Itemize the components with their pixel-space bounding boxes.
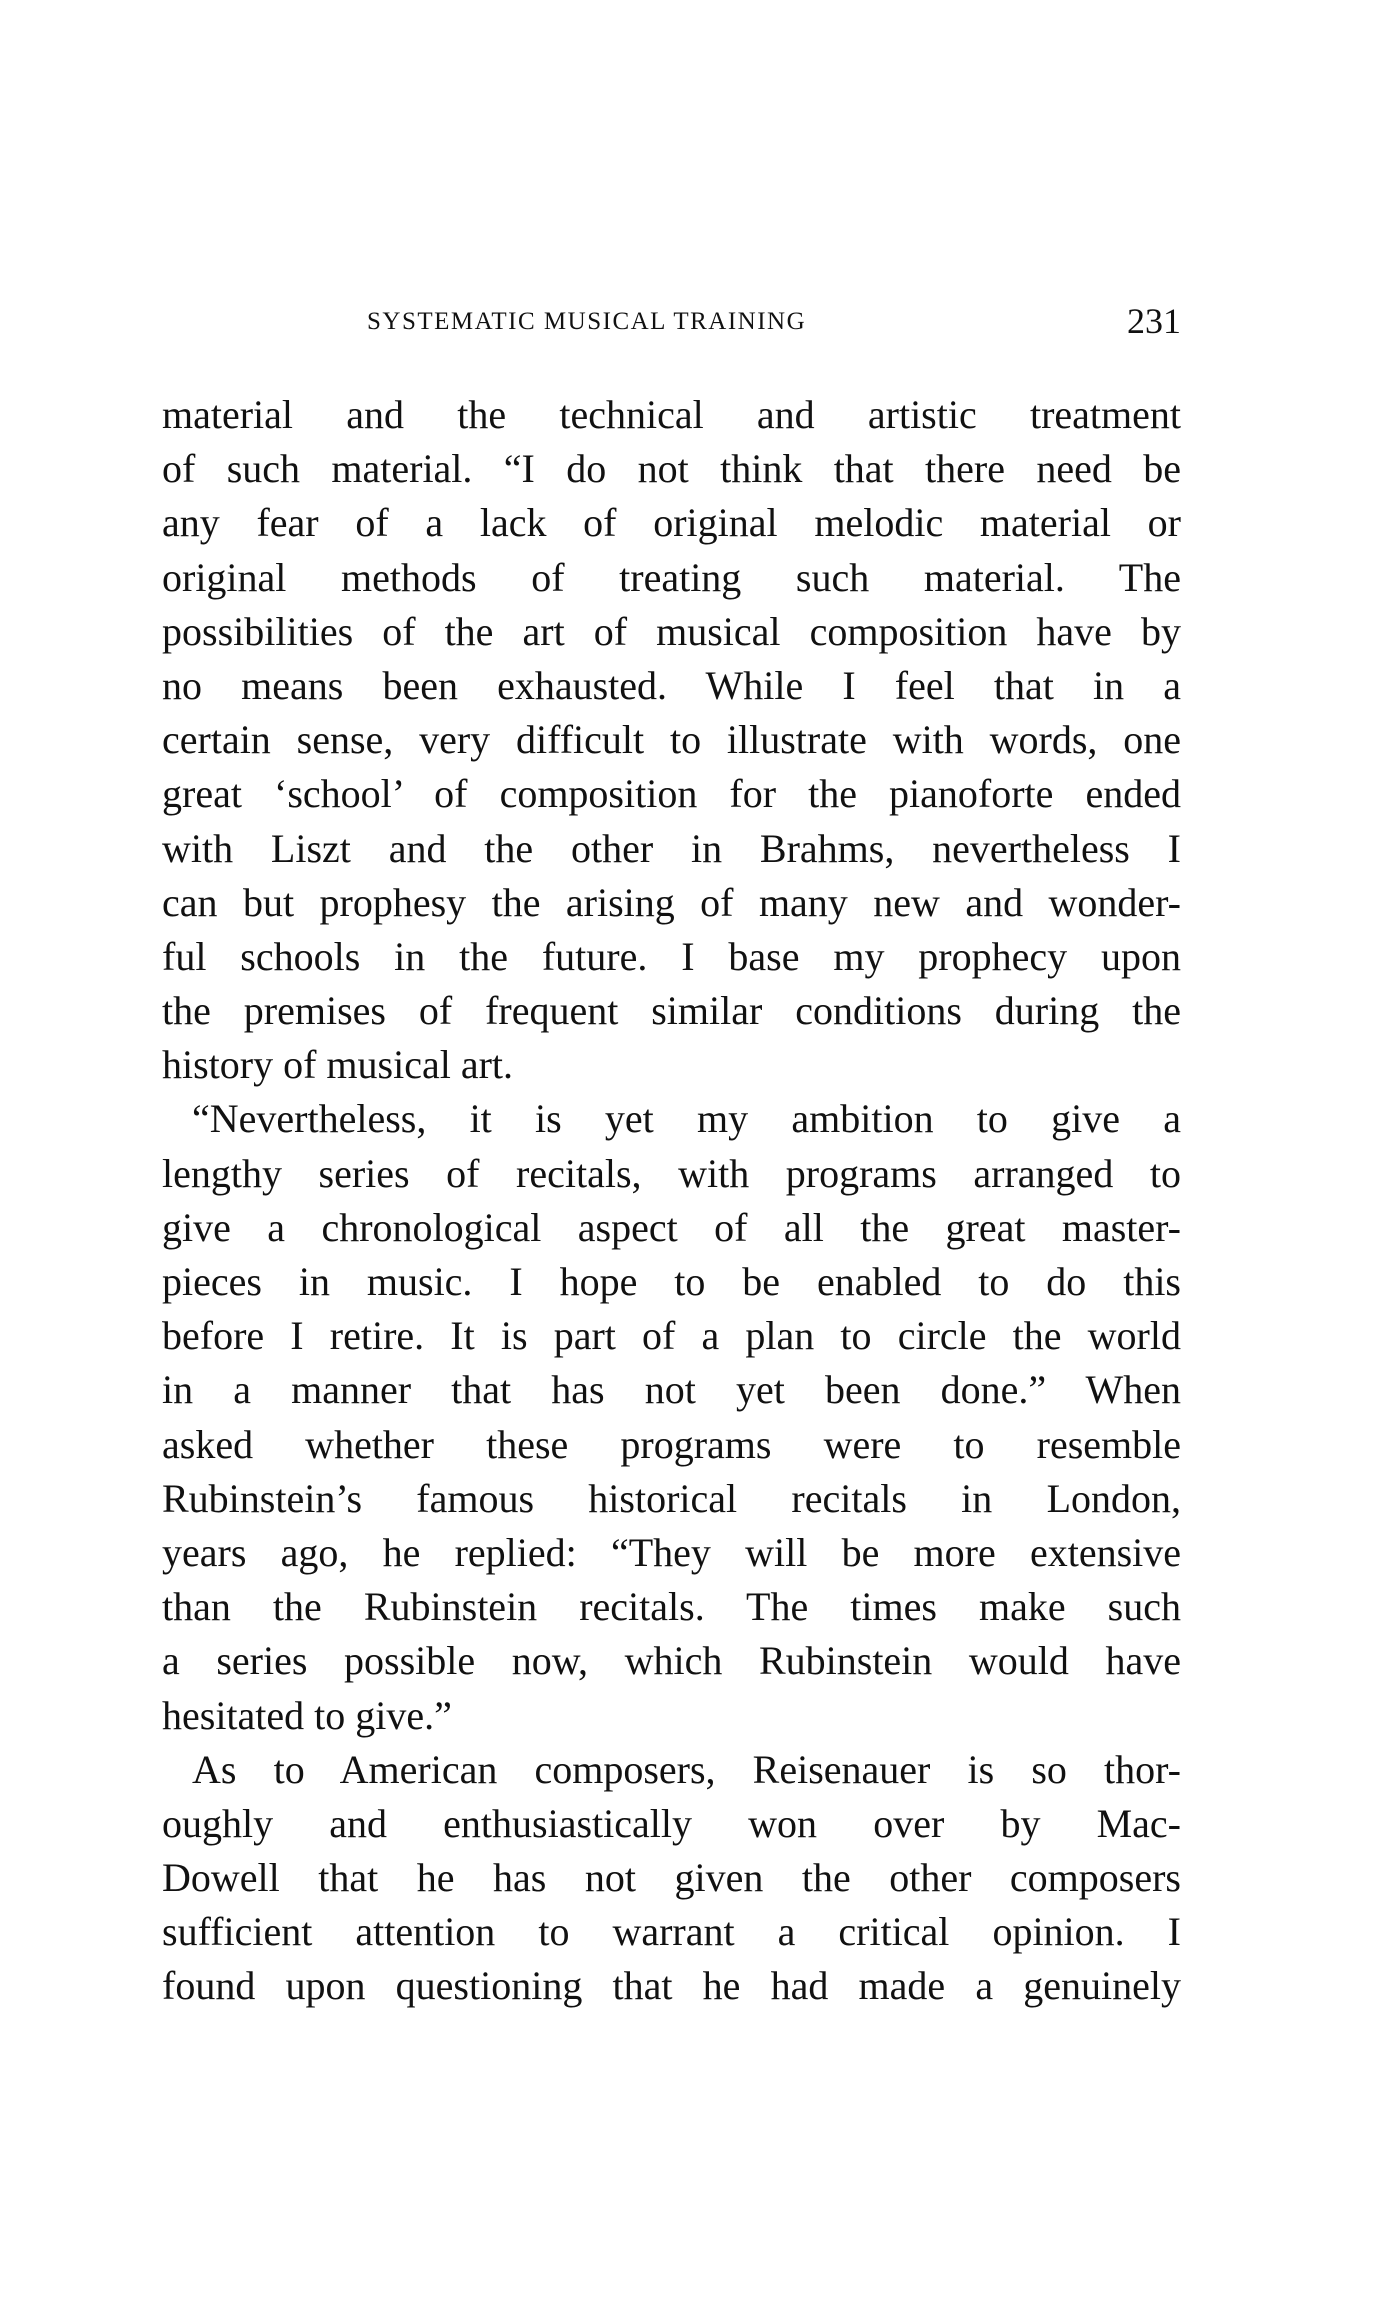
text-line: before I retire. It is part of a plan to circle the world <box>162 1313 1181 1359</box>
text-line: can but prophesy the arising of many new and wonder- <box>162 879 1181 925</box>
text-line: Rubinstein’s famous historical recitals in London, <box>162 1475 1181 1521</box>
text-line: years ago, he replied: “They will be more extensive <box>162 1529 1181 1575</box>
text-line: possibilities of the art of musical composition have by <box>162 608 1181 654</box>
text-line: found upon questioning that he had made a genuinely <box>162 1963 1181 2009</box>
text-line: sufficient attention to warrant a critical opinion. I <box>162 1909 1181 1955</box>
text-line: Dowell that he has not given the other composers <box>162 1855 1181 1901</box>
page-number: 231 <box>1127 301 1181 341</box>
text-line: with Liszt and the other in Brahms, nevertheless I <box>162 825 1181 871</box>
text-line: give a chronological aspect of all the great master- <box>162 1204 1181 1250</box>
text-line: asked whether these programs were to resemble <box>162 1421 1181 1467</box>
text-line: material and the technical and artistic treatment <box>162 392 1181 437</box>
text-line: “Nevertheless, it is yet my ambition to give a <box>192 1096 1181 1142</box>
text-line: hesitated to give.” <box>162 1692 452 1738</box>
text-line: no means been exhausted. While I feel that in a <box>162 662 1181 708</box>
text-line: lengthy series of recitals, with programs arranged to <box>162 1150 1181 1196</box>
text-line: pieces in music. I hope to be enabled to do this <box>162 1259 1181 1304</box>
text-line: great ‘school’ of composition for the pianoforte ended <box>162 771 1181 817</box>
text-line: certain sense, very difficult to illustrate with words, one <box>162 717 1181 763</box>
text-line: As to American composers, Reisenauer is so thor- <box>192 1746 1181 1792</box>
text-line: any fear of a lack of original melodic material or <box>162 500 1181 546</box>
text-line: oughly and enthusiastically won over by Mac- <box>162 1800 1181 1846</box>
text-line: ful schools in the future. I base my prophecy upon <box>162 933 1181 979</box>
running-title: SYSTEMATIC MUSICAL TRAINING <box>367 308 807 335</box>
body-text <box>162 388 1181 2014</box>
text-line: original methods of treating such material. The <box>162 554 1181 600</box>
text-line: of such material. “I do not think that there need be <box>162 446 1181 492</box>
text-line: history of musical art. <box>162 1042 514 1088</box>
text-line: than the Rubinstein recitals. The times make such <box>162 1584 1181 1630</box>
text-line: the premises of frequent similar conditions during the <box>162 988 1181 1034</box>
running-header <box>162 300 1181 340</box>
text-line: a series possible now, which Rubinstein would have <box>162 1638 1181 1684</box>
text-line: in a manner that has not yet been done.” When <box>162 1367 1181 1413</box>
